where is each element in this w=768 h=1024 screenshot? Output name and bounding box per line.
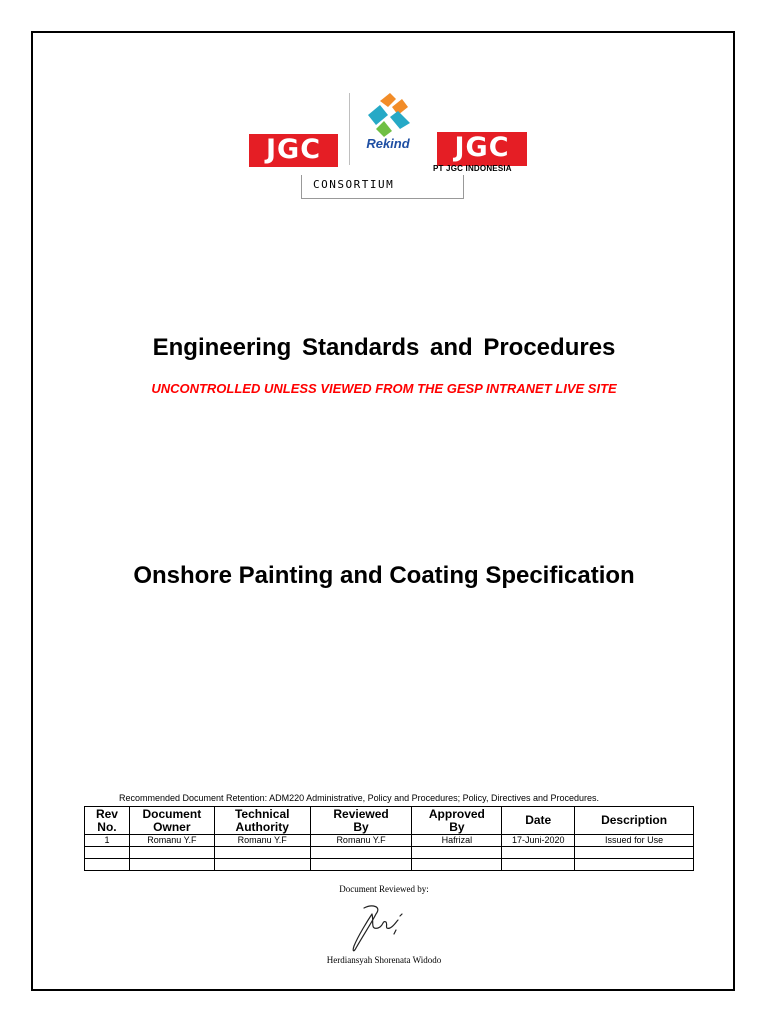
uncontrolled-notice: UNCONTROLLED UNLESS VIEWED FROM THE GESP INTRANET LIVE SITE (151, 381, 617, 396)
table-cell (85, 859, 130, 871)
handwritten-signature-icon (342, 900, 412, 956)
table-header-row (85, 807, 694, 835)
table-cell (214, 859, 310, 871)
header-date: Date (502, 807, 575, 835)
table-cell (214, 847, 310, 859)
header-technical-authority: Technical Authority (214, 807, 310, 835)
table-cell (412, 847, 502, 859)
table-cell (575, 847, 694, 859)
table-cell: Romanu Y.F (214, 835, 310, 847)
header-approved-by: Approved By (412, 807, 502, 835)
rekind-mark-icon (350, 93, 430, 137)
table-cell (85, 847, 130, 859)
table-cell: Issued for Use (575, 835, 694, 847)
table-cell (502, 847, 575, 859)
header-description: Description (575, 807, 694, 835)
table-cell (310, 859, 412, 871)
signer-name: Herdiansyah Shorenata Widodo (326, 955, 442, 965)
header-rev-no: Rev No. (85, 807, 130, 835)
table-cell: 1 (85, 835, 130, 847)
table-cell (129, 847, 214, 859)
page-title: Engineering Standards and Procedures (152, 334, 616, 361)
table-cell: 17-Juni-2020 (502, 835, 575, 847)
document-title: Onshore Painting and Coating Specification (133, 562, 635, 589)
table-cell (575, 859, 694, 871)
reviewed-by-label: Document Reviewed by: (339, 884, 429, 894)
consortium-label: CONSORTIUM (301, 175, 464, 199)
jgc-logo-right: JGC (437, 132, 527, 166)
table-cell (502, 859, 575, 871)
table-cell (412, 859, 502, 871)
header-reviewed-by: Reviewed By (310, 807, 412, 835)
rekind-logo (349, 93, 430, 165)
rekind-logo-text: Rekind (366, 136, 410, 151)
retention-note: Recommended Document Retention: ADM220 Administrative, Policy and Procedures; Policy, Directives and Procedures. (119, 793, 600, 803)
jgc-logo-left: JGC (249, 134, 338, 167)
table-cell: Hafrizal (412, 835, 502, 847)
pt-jgc-indonesia-text: PT JGC INDONESIA (433, 164, 512, 173)
table-row (85, 835, 694, 847)
table-cell (129, 859, 214, 871)
table-row (85, 847, 694, 859)
table-cell: Romanu Y.F (310, 835, 412, 847)
table-row (85, 859, 694, 871)
header-document-owner: Document Owner (129, 807, 214, 835)
table-cell (310, 847, 412, 859)
revision-table (84, 806, 694, 871)
table-cell: Romanu Y.F (129, 835, 214, 847)
